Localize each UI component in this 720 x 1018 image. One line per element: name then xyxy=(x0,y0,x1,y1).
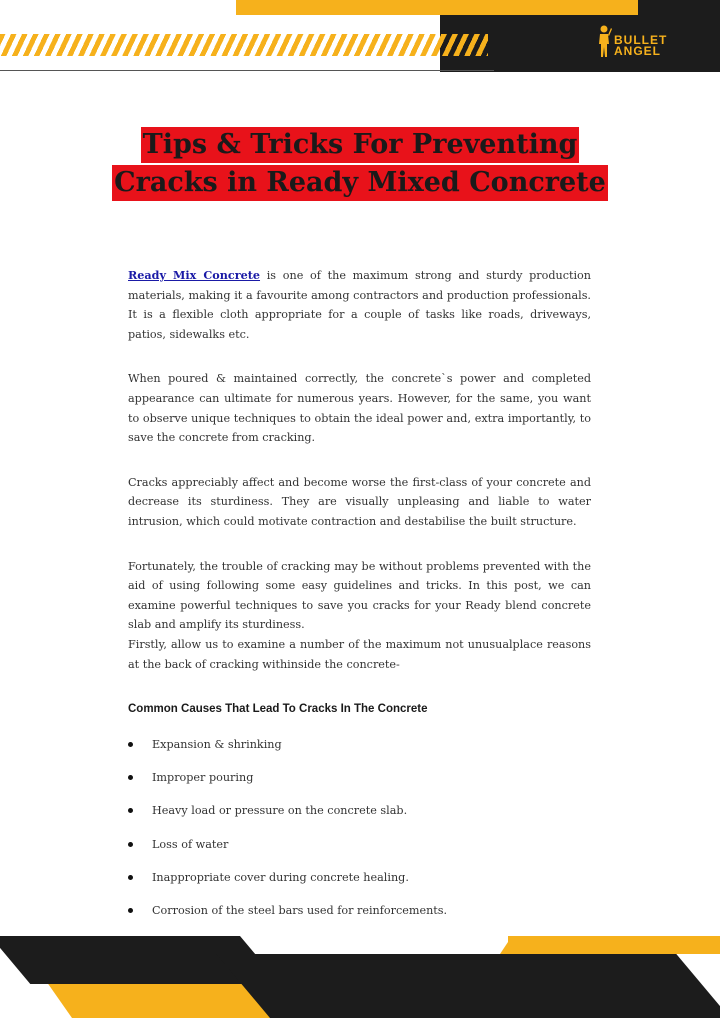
list-item: Inappropriate cover during concrete healing. xyxy=(128,861,591,894)
title-line-2: Cracks in Ready Mixed Concrete xyxy=(112,165,608,201)
footer-dark-shape-right xyxy=(216,954,720,1018)
ready-mix-concrete-link[interactable]: Ready Mix Concrete xyxy=(128,268,261,282)
paragraph: When poured & maintained correctly, the concrete`s power and completed appearance can ultimate for numerous years. However, for the same, you want to observe unique techniques to obtain the ideal power and, extra importantly, to save the concrete from cracking. xyxy=(128,372,591,445)
intro-text: is one of the maximum strong and sturdy production materials, making it a favourite among contractors and production professionals. It is a flexible cloth appropriate for a couple of tasks like roads, driveways, patios, sidewalks etc. xyxy=(128,269,591,341)
page-title xyxy=(0,126,720,202)
list-item: Improper pouring xyxy=(128,761,591,794)
paragraph: Firstly, allow us to examine a number of the maximum not unusualplace reasons at the back of cracking withinside the concrete- xyxy=(128,637,591,671)
header-yellow-band xyxy=(236,0,638,15)
list-item: Heavy load or pressure on the concrete slab. xyxy=(128,794,591,827)
article-body xyxy=(128,266,591,927)
gunman-icon xyxy=(596,24,612,58)
brand-logo xyxy=(596,24,686,58)
logo-text-line2: ANGEL xyxy=(614,44,661,58)
footer-yellow-shape-right xyxy=(508,936,720,954)
title-line-1: Tips & Tricks For Preventing xyxy=(141,127,580,163)
intro-paragraph xyxy=(128,266,591,344)
header-divider xyxy=(0,70,494,71)
logo-text-line1: BULLET xyxy=(614,33,668,47)
list-item: Loss of water xyxy=(128,828,591,861)
list-item: Expansion & shrinking xyxy=(128,728,591,761)
header-hazard-stripes xyxy=(0,34,488,56)
section-heading: Common Causes That Lead To Cracks In The Concrete xyxy=(128,703,428,716)
list-item: Corrosion of the steel bars used for reinforcements. xyxy=(128,894,591,927)
causes-list xyxy=(128,728,591,928)
paragraph: Fortunately, the trouble of cracking may be without problems prevented with the aid of using following some easy guidelines and tricks. In this post, we can examine powerful techniques to save you cracks for your Ready blend concrete slab and amplify its sturdiness. xyxy=(128,559,591,632)
paragraph: Cracks appreciably affect and become worse the first-class of your concrete and decrease its sturdiness. They are visually unpleasing and liable to water intrusion, which could motivate contraction and destabilise the built structure. xyxy=(128,475,591,528)
